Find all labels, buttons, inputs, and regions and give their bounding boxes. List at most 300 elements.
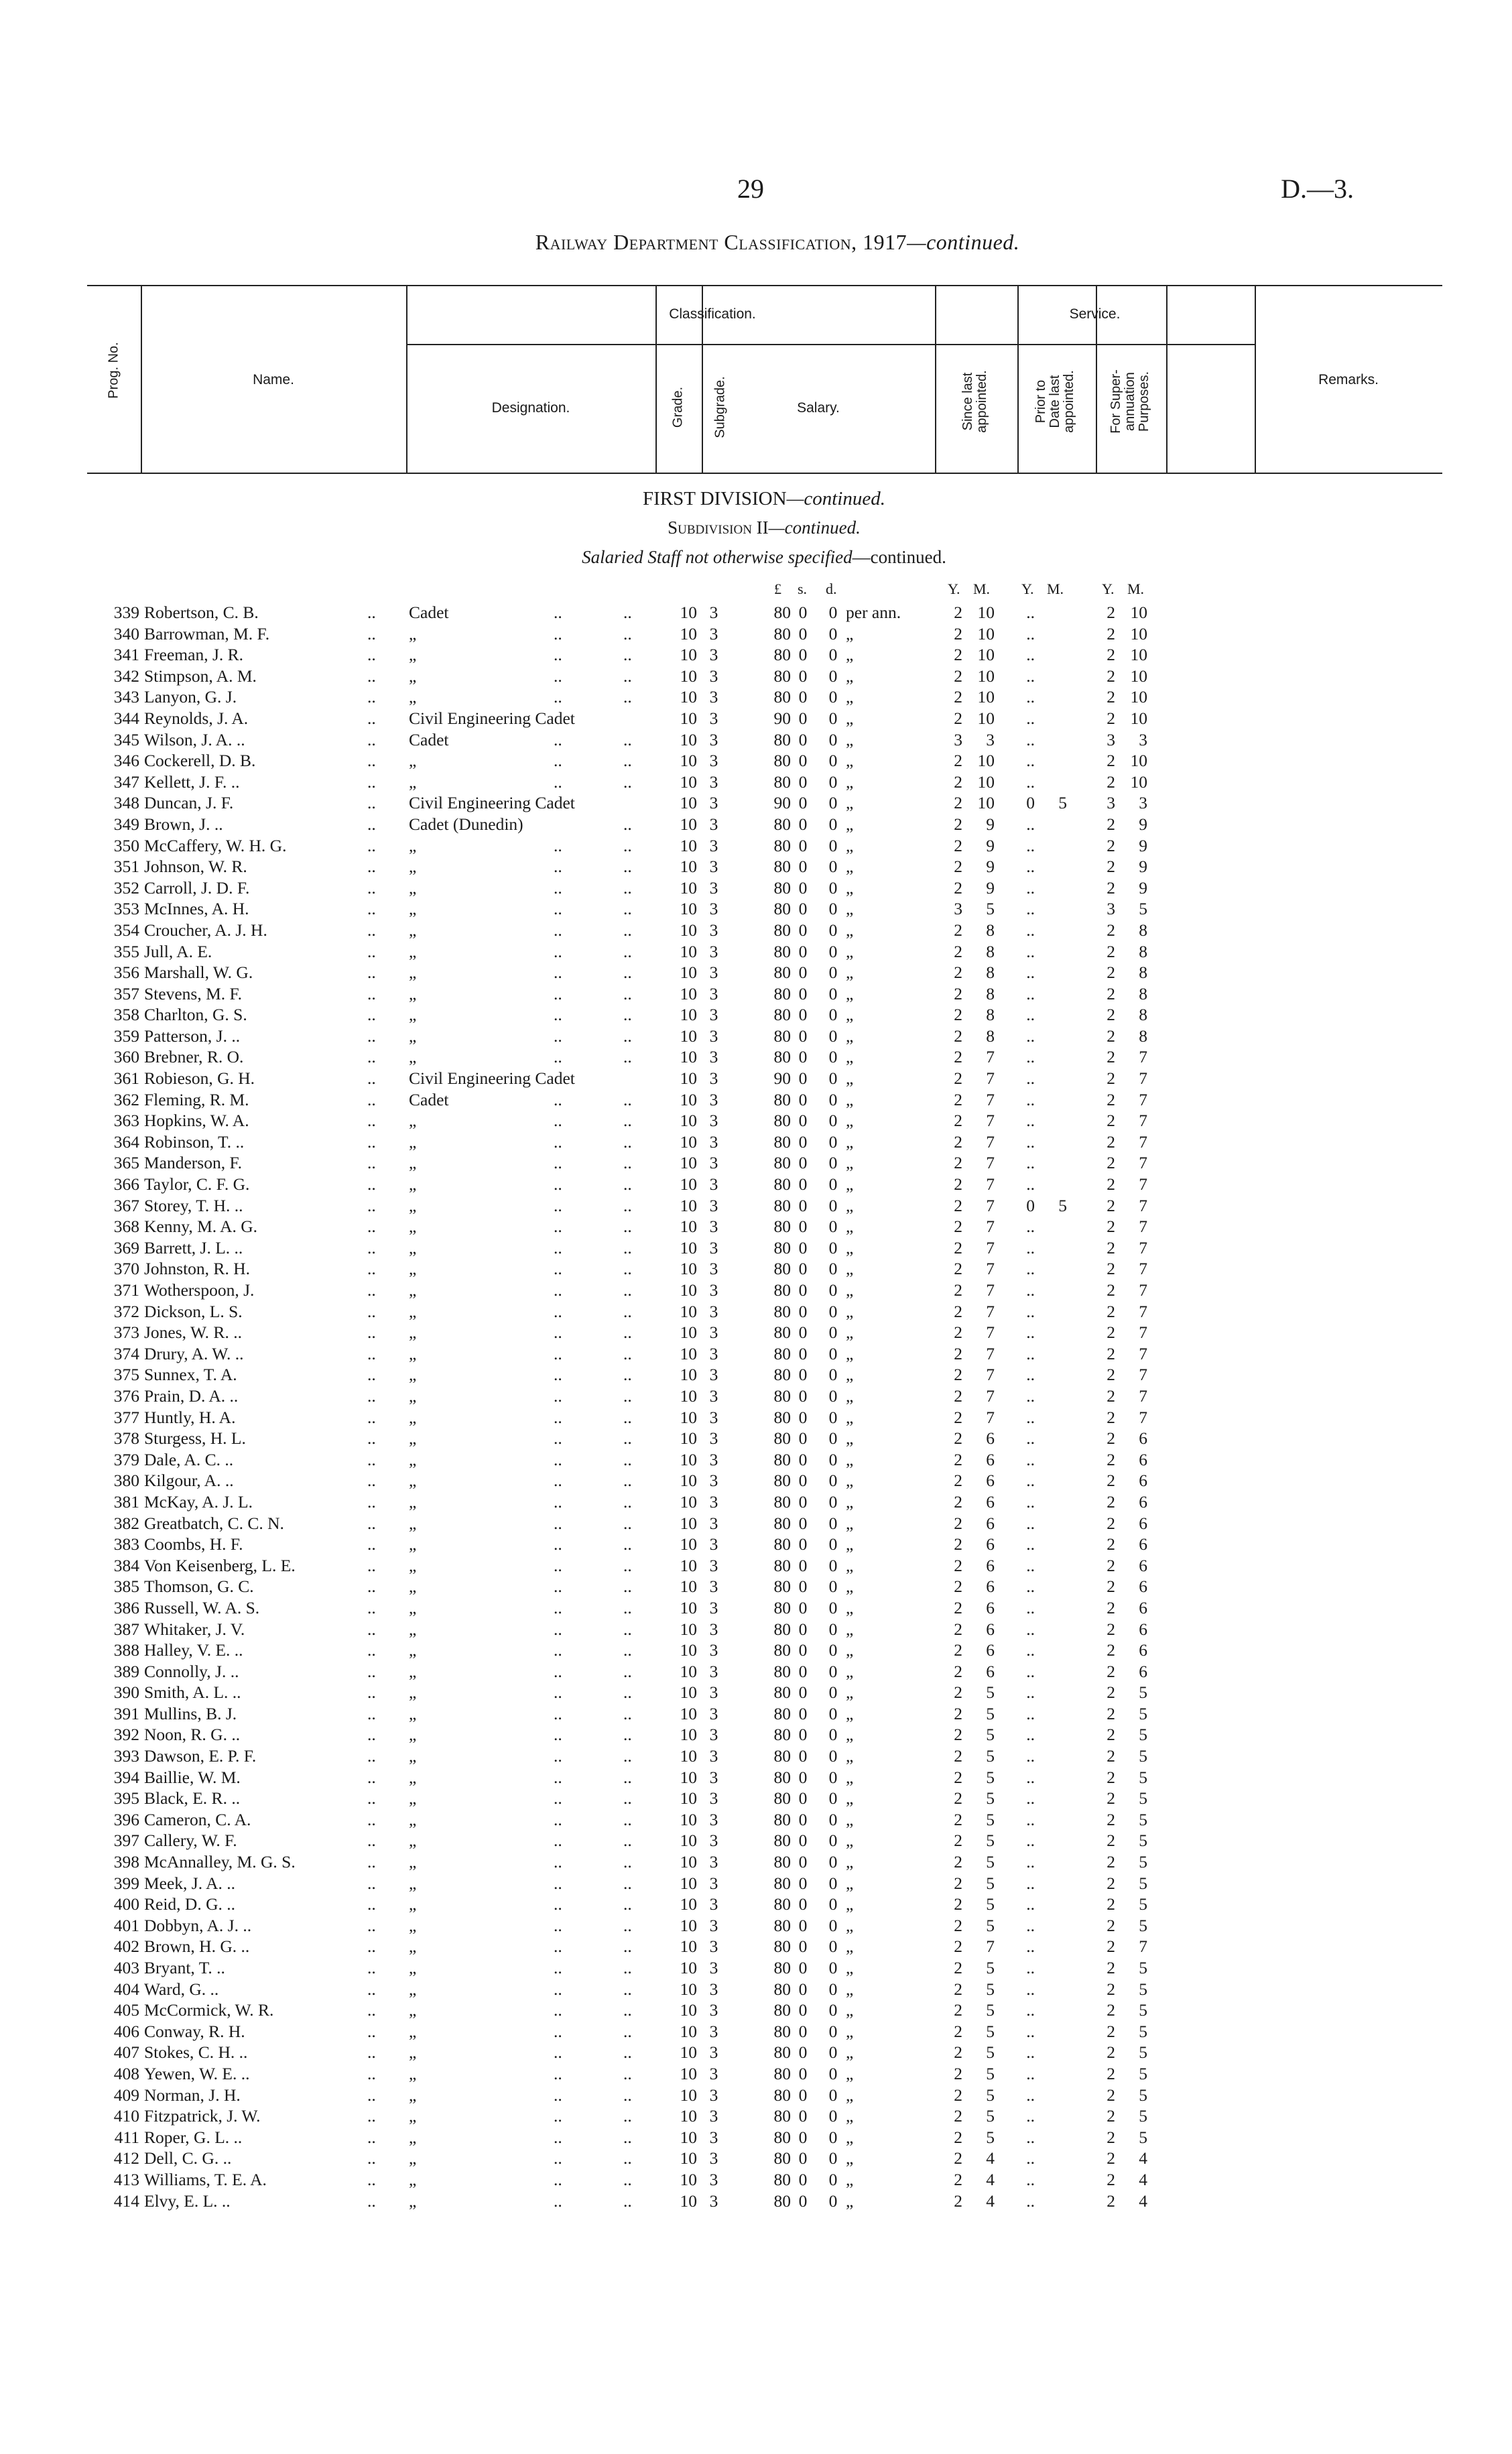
salary-pounds: 80 xyxy=(773,2063,791,2083)
salary-shillings: 0 xyxy=(798,2148,808,2168)
grade: 10 xyxy=(680,1577,697,1597)
leader-dots: .. xyxy=(554,920,562,940)
since-years: 2 xyxy=(954,1449,962,1469)
super-years: 2 xyxy=(1107,1068,1115,1089)
prior-years: .. xyxy=(1026,1937,1035,1957)
staff-name: Conway, R. H. xyxy=(144,2021,245,2041)
leader-dots: .. xyxy=(367,1597,376,1617)
salary-pence: 0 xyxy=(828,1831,838,1851)
leader-dots: .. xyxy=(554,1852,562,1872)
table-row xyxy=(0,1046,1512,1067)
table-row xyxy=(0,749,1512,771)
leader-dots: .. xyxy=(623,1259,632,1279)
designation: „ xyxy=(409,1597,417,1617)
leader-dots: .. xyxy=(367,1386,376,1406)
leader-dots: .. xyxy=(554,1343,562,1363)
leader-dots: .. xyxy=(367,1767,376,1787)
leader-dots: .. xyxy=(554,2148,562,2168)
staff-name: Smith, A. L. .. xyxy=(144,1682,241,1703)
designation: „ xyxy=(409,2148,417,2168)
since-years: 2 xyxy=(954,1661,962,1681)
salary-pence: 0 xyxy=(828,1131,838,1152)
salary-shillings: 0 xyxy=(798,1597,808,1617)
salary-period: „ xyxy=(846,1534,854,1554)
header-service: Service. xyxy=(1069,306,1121,322)
super-years: 2 xyxy=(1107,1703,1115,1723)
prior-years: .. xyxy=(1026,1619,1035,1639)
salary-pounds: 80 xyxy=(773,899,791,919)
salary-shillings: 0 xyxy=(798,1365,808,1385)
salary-pence: 0 xyxy=(828,1915,838,1935)
prior-years: .. xyxy=(1026,899,1035,919)
salary-period: „ xyxy=(846,2042,854,2063)
staff-name: Black, E. R. .. xyxy=(144,1788,241,1808)
super-months: 5 xyxy=(1139,1725,1147,1745)
salary-pounds: 80 xyxy=(773,1131,791,1152)
salary-pence: 0 xyxy=(828,1809,838,1829)
since-months: 10 xyxy=(977,751,995,771)
salary-period: „ xyxy=(846,2191,854,2211)
prog-no: 409 xyxy=(113,2085,139,2105)
salary-pounds: 80 xyxy=(773,2021,791,2041)
salary-shillings: 0 xyxy=(798,1471,808,1491)
since-years: 2 xyxy=(954,2021,962,2041)
grade: 10 xyxy=(680,983,697,1003)
leader-dots: .. xyxy=(367,1661,376,1681)
super-years: 2 xyxy=(1107,857,1115,877)
designation: „ xyxy=(409,1831,417,1851)
designation: „ xyxy=(409,1491,417,1512)
staff-name: Huntly, H. A. xyxy=(144,1407,236,1427)
designation: „ xyxy=(409,1788,417,1808)
salary-pence: 0 xyxy=(828,899,838,919)
prog-no: 370 xyxy=(113,1259,139,1279)
designation: „ xyxy=(409,963,417,983)
leader-dots: .. xyxy=(554,1513,562,1533)
since-months: 4 xyxy=(986,2169,995,2189)
since-months: 7 xyxy=(986,1174,995,1194)
super-months: 5 xyxy=(1139,2000,1147,2020)
since-years: 2 xyxy=(954,2169,962,2189)
leader-dots: .. xyxy=(367,835,376,855)
table-row xyxy=(0,1257,1512,1279)
designation: „ xyxy=(409,2191,417,2211)
staff-name: Freeman, J. R. xyxy=(144,645,244,665)
leader-dots: .. xyxy=(367,920,376,940)
staff-name: Duncan, J. F. xyxy=(144,793,234,813)
since-months: 8 xyxy=(986,963,995,983)
staff-name: Noon, R. G. .. xyxy=(144,1725,241,1745)
leader-dots: .. xyxy=(554,1894,562,1914)
salary-pence: 0 xyxy=(828,1217,838,1237)
super-years: 2 xyxy=(1107,1111,1115,1131)
grade: 10 xyxy=(680,1852,697,1872)
leader-dots: .. xyxy=(367,2021,376,2041)
staff-name: Dell, C. G. .. xyxy=(144,2148,232,2168)
leader-dots: .. xyxy=(554,2169,562,2189)
staff-name: Manderson, F. xyxy=(144,1153,242,1173)
leader-dots: .. xyxy=(367,1873,376,1893)
table-row xyxy=(0,686,1512,707)
grade: 10 xyxy=(680,1428,697,1449)
prog-no: 359 xyxy=(113,1026,139,1046)
leader-dots: .. xyxy=(367,687,376,707)
leader-dots: .. xyxy=(623,623,632,643)
since-months: 5 xyxy=(986,1725,995,1745)
leader-dots: .. xyxy=(623,1407,632,1427)
staff-name: Ward, G. .. xyxy=(144,1979,219,1999)
staff-name: Elvy, E. L. .. xyxy=(144,2191,231,2211)
leader-dots: .. xyxy=(554,1195,562,1215)
super-months: 10 xyxy=(1130,772,1147,792)
staff-continued: —continued. xyxy=(852,547,946,567)
subgrade: 3 xyxy=(709,983,718,1003)
leader-dots: .. xyxy=(367,2042,376,2063)
subgrade: 3 xyxy=(709,814,718,834)
since-years: 2 xyxy=(954,920,962,940)
salary-shillings: 0 xyxy=(798,1005,808,1025)
salary-period: „ xyxy=(846,1301,854,1321)
grade: 10 xyxy=(680,1767,697,1787)
salary-pence: 0 xyxy=(828,1725,838,1745)
salary-period: „ xyxy=(846,2106,854,2126)
staff-name: Reynolds, J. A. xyxy=(144,708,249,728)
prog-no: 364 xyxy=(113,1131,139,1152)
since-months: 5 xyxy=(986,1915,995,1935)
salary-period: „ xyxy=(846,1852,854,1872)
leader-dots: .. xyxy=(554,687,562,707)
prior-years: .. xyxy=(1026,2148,1035,2168)
salary-pence: 0 xyxy=(828,1597,838,1617)
subgrade: 3 xyxy=(709,1005,718,1025)
salary-shillings: 0 xyxy=(798,623,808,643)
since-months: 6 xyxy=(986,1449,995,1469)
leader-dots: .. xyxy=(623,899,632,919)
salary-pence: 0 xyxy=(828,729,838,749)
prior-years: .. xyxy=(1026,1597,1035,1617)
prog-no: 385 xyxy=(113,1577,139,1597)
designation: „ xyxy=(409,1619,417,1639)
staff-name: Halley, V. E. .. xyxy=(144,1640,243,1660)
super-months: 4 xyxy=(1139,2148,1147,2168)
since-years: 2 xyxy=(954,1703,962,1723)
super-months: 3 xyxy=(1139,729,1147,749)
prog-no: 353 xyxy=(113,899,139,919)
staff-name: Sunnex, T. A. xyxy=(144,1365,237,1385)
leader-dots: .. xyxy=(623,751,632,771)
leader-dots: .. xyxy=(554,1831,562,1851)
salary-period: „ xyxy=(846,2085,854,2105)
subgrade: 3 xyxy=(709,772,718,792)
leader-dots: .. xyxy=(367,751,376,771)
prog-no: 354 xyxy=(113,920,139,940)
designation: „ xyxy=(409,1577,417,1597)
subgrade: 3 xyxy=(709,1619,718,1639)
salary-shillings: 0 xyxy=(798,687,808,707)
prior-years: .. xyxy=(1026,1131,1035,1152)
salary-shillings: 0 xyxy=(798,708,808,728)
leader-dots: .. xyxy=(554,1534,562,1554)
since-years: 2 xyxy=(954,1174,962,1194)
leader-dots: .. xyxy=(623,1682,632,1703)
subgrade: 3 xyxy=(709,1449,718,1469)
table-row xyxy=(0,2041,1512,2063)
prior-years: .. xyxy=(1026,1237,1035,1257)
leader-dots: .. xyxy=(367,2063,376,2083)
designation: „ xyxy=(409,2042,417,2063)
staff-name: Callery, W. F. xyxy=(144,1831,237,1851)
salary-period: „ xyxy=(846,1365,854,1385)
super-months: 7 xyxy=(1139,1195,1147,1215)
staff-name: Robertson, C. B. xyxy=(144,603,259,622)
since-years: 2 xyxy=(954,2042,962,2063)
salary-pounds: 80 xyxy=(773,1809,791,1829)
super-months: 5 xyxy=(1139,1746,1147,1766)
salary-period: „ xyxy=(846,1047,854,1067)
since-years: 2 xyxy=(954,1386,962,1406)
prior-years: .. xyxy=(1026,2063,1035,2083)
grade: 10 xyxy=(680,1597,697,1617)
salary-pence: 0 xyxy=(828,2042,838,2063)
prior-years: .. xyxy=(1026,1703,1035,1723)
prior-years: .. xyxy=(1026,2169,1035,2189)
leader-dots: .. xyxy=(554,751,562,771)
title-main: Railway Department Classification, 1917 xyxy=(535,230,907,254)
designation: „ xyxy=(409,1915,417,1935)
prior-years: .. xyxy=(1026,772,1035,792)
designation: „ xyxy=(409,2127,417,2147)
salary-pounds: 80 xyxy=(773,1026,791,1046)
salary-pence: 0 xyxy=(828,1746,838,1766)
salary-pounds: 80 xyxy=(773,1746,791,1766)
leader-dots: .. xyxy=(367,1491,376,1512)
since-years: 2 xyxy=(954,1195,962,1215)
staff-name: Carroll, J. D. F. xyxy=(144,877,250,898)
unit-months-super: M. xyxy=(1127,580,1145,597)
prior-years: 0 xyxy=(1026,1195,1035,1215)
super-months: 6 xyxy=(1139,1471,1147,1491)
super-months: 6 xyxy=(1139,1534,1147,1554)
subgrade: 3 xyxy=(709,729,718,749)
prog-no: 387 xyxy=(113,1619,139,1639)
leader-dots: .. xyxy=(554,983,562,1003)
leader-dots: .. xyxy=(554,1703,562,1723)
leader-dots: .. xyxy=(367,1831,376,1851)
prog-no: 410 xyxy=(113,2106,139,2126)
salary-period: „ xyxy=(846,666,854,686)
super-months: 9 xyxy=(1139,835,1147,855)
leader-dots: .. xyxy=(367,1958,376,1977)
table-row xyxy=(0,1723,1512,1745)
leader-dots: .. xyxy=(554,1725,562,1745)
super-years: 2 xyxy=(1107,1089,1115,1109)
leader-dots: .. xyxy=(367,1365,376,1385)
grade: 10 xyxy=(680,1619,697,1639)
staff-name: Fleming, R. M. xyxy=(144,1089,249,1109)
salary-pounds: 80 xyxy=(773,1703,791,1723)
salary-pounds: 80 xyxy=(773,687,791,707)
salary-period: „ xyxy=(846,2000,854,2020)
leader-dots: .. xyxy=(367,1111,376,1131)
unit-years-prior: Y. xyxy=(1021,580,1034,597)
since-months: 7 xyxy=(986,1259,995,1279)
leader-dots: .. xyxy=(554,1237,562,1257)
since-months: 7 xyxy=(986,1937,995,1957)
salary-shillings: 0 xyxy=(798,814,808,834)
leader-dots: .. xyxy=(367,1915,376,1935)
table-row xyxy=(0,1215,1512,1237)
staff-name: Patterson, J. .. xyxy=(144,1026,241,1046)
since-months: 8 xyxy=(986,920,995,940)
since-years: 2 xyxy=(954,1915,962,1935)
salary-pence: 0 xyxy=(828,2063,838,2083)
designation: „ xyxy=(409,666,417,686)
salary-period: „ xyxy=(846,1809,854,1829)
unit-months-since: M. xyxy=(973,580,991,597)
prog-no: 377 xyxy=(113,1407,139,1427)
prog-no: 405 xyxy=(113,2000,139,2020)
table-row xyxy=(0,813,1512,835)
salary-pounds: 80 xyxy=(773,2127,791,2147)
prior-years: .. xyxy=(1026,1005,1035,1025)
grade: 10 xyxy=(680,2042,697,2063)
salary-shillings: 0 xyxy=(798,1809,808,1829)
subgrade: 3 xyxy=(709,1237,718,1257)
salary-period: „ xyxy=(846,2021,854,2041)
grade: 10 xyxy=(680,2085,697,2105)
since-years: 2 xyxy=(954,1577,962,1597)
staff-name: Dickson, L. S. xyxy=(144,1301,243,1321)
designation: „ xyxy=(409,1131,417,1152)
table-row xyxy=(0,1787,1512,1808)
leader-dots: .. xyxy=(623,1026,632,1046)
super-years: 2 xyxy=(1107,1026,1115,1046)
salary-pence: 0 xyxy=(828,1005,838,1025)
salary-period: „ xyxy=(846,857,854,877)
grade: 10 xyxy=(680,1111,697,1131)
super-years: 2 xyxy=(1107,2063,1115,2083)
header-subgrade: Subgrade. xyxy=(712,376,728,438)
subgrade: 3 xyxy=(709,751,718,771)
grade: 10 xyxy=(680,2169,697,2189)
subgrade: 3 xyxy=(709,1131,718,1152)
salary-pounds: 80 xyxy=(773,1513,791,1533)
super-months: 5 xyxy=(1139,1682,1147,1703)
table-row xyxy=(0,1597,1512,1618)
prog-no: 351 xyxy=(113,857,139,877)
salary-pence: 0 xyxy=(828,603,838,622)
salary-pence: 0 xyxy=(828,1471,838,1491)
designation: „ xyxy=(409,1237,417,1257)
prog-no: 413 xyxy=(113,2169,139,2189)
salary-pence: 0 xyxy=(828,1958,838,1977)
leader-dots: .. xyxy=(554,1153,562,1173)
salary-period: „ xyxy=(846,645,854,665)
staff-name: Brown, J. .. xyxy=(144,814,223,834)
salary-pence: 0 xyxy=(828,1111,838,1131)
salary-pence: 0 xyxy=(828,877,838,898)
salary-period: „ xyxy=(846,941,854,961)
since-years: 2 xyxy=(954,1767,962,1787)
salary-shillings: 0 xyxy=(798,1174,808,1194)
salary-pounds: 80 xyxy=(773,1873,791,1893)
since-years: 2 xyxy=(954,835,962,855)
since-months: 7 xyxy=(986,1153,995,1173)
salary-pounds: 80 xyxy=(773,1661,791,1681)
leader-dots: .. xyxy=(623,835,632,855)
prog-no: 363 xyxy=(113,1111,139,1131)
leader-dots: .. xyxy=(623,2106,632,2126)
leader-dots: .. xyxy=(554,1915,562,1935)
leader-dots: .. xyxy=(554,2021,562,2041)
designation: „ xyxy=(409,1005,417,1025)
since-months: 5 xyxy=(986,1958,995,1977)
salary-pounds: 80 xyxy=(773,1788,791,1808)
leader-dots: .. xyxy=(623,1937,632,1957)
leader-dots: .. xyxy=(623,1237,632,1257)
staff-name: Mullins, B. J. xyxy=(144,1703,237,1723)
since-months: 10 xyxy=(977,645,995,665)
designation: „ xyxy=(409,1937,417,1957)
super-months: 6 xyxy=(1139,1577,1147,1597)
leader-dots: .. xyxy=(554,1937,562,1957)
designation: „ xyxy=(409,751,417,771)
since-months: 5 xyxy=(986,1809,995,1829)
leader-dots: .. xyxy=(623,1513,632,1533)
staff-name: Dawson, E. P. F. xyxy=(144,1746,257,1766)
staff-name: Charlton, G. S. xyxy=(144,1005,247,1025)
header-since-last-appointed: Since last appointed. xyxy=(960,370,989,433)
leader-dots: .. xyxy=(367,1555,376,1575)
super-months: 6 xyxy=(1139,1491,1147,1512)
leader-dots: .. xyxy=(623,1301,632,1321)
salary-pounds: 80 xyxy=(773,1725,791,1745)
grade: 10 xyxy=(680,1703,697,1723)
super-years: 2 xyxy=(1107,1471,1115,1491)
staff-name: Jones, W. R. .. xyxy=(144,1323,242,1343)
salary-period: „ xyxy=(846,1831,854,1851)
salary-period: „ xyxy=(846,1788,854,1808)
leader-dots: .. xyxy=(554,1111,562,1131)
salary-pounds: 80 xyxy=(773,1237,791,1257)
leader-dots: .. xyxy=(623,1174,632,1194)
super-months: 5 xyxy=(1139,2127,1147,2147)
leader-dots: .. xyxy=(554,1386,562,1406)
super-years: 2 xyxy=(1107,772,1115,792)
prior-years: .. xyxy=(1026,983,1035,1003)
table-row xyxy=(0,2147,1512,2168)
table-row xyxy=(0,1152,1512,1173)
grade: 10 xyxy=(680,1513,697,1533)
table-row xyxy=(0,1745,1512,1766)
salary-pence: 0 xyxy=(828,1619,838,1639)
leader-dots: .. xyxy=(367,1047,376,1067)
table-row xyxy=(0,792,1512,813)
prior-years: .. xyxy=(1026,1491,1035,1512)
subgrade: 3 xyxy=(709,1089,718,1109)
prog-no: 388 xyxy=(113,1640,139,1660)
salary-period: „ xyxy=(846,1979,854,1999)
salary-pence: 0 xyxy=(828,793,838,813)
staff-name: Russell, W. A. S. xyxy=(144,1597,260,1617)
leader-dots: .. xyxy=(623,2063,632,2083)
unit-years-super: Y. xyxy=(1102,580,1115,597)
salary-period: „ xyxy=(846,983,854,1003)
salary-shillings: 0 xyxy=(798,793,808,813)
since-months: 10 xyxy=(977,623,995,643)
leader-dots: .. xyxy=(554,1449,562,1469)
subgrade: 3 xyxy=(709,1915,718,1935)
